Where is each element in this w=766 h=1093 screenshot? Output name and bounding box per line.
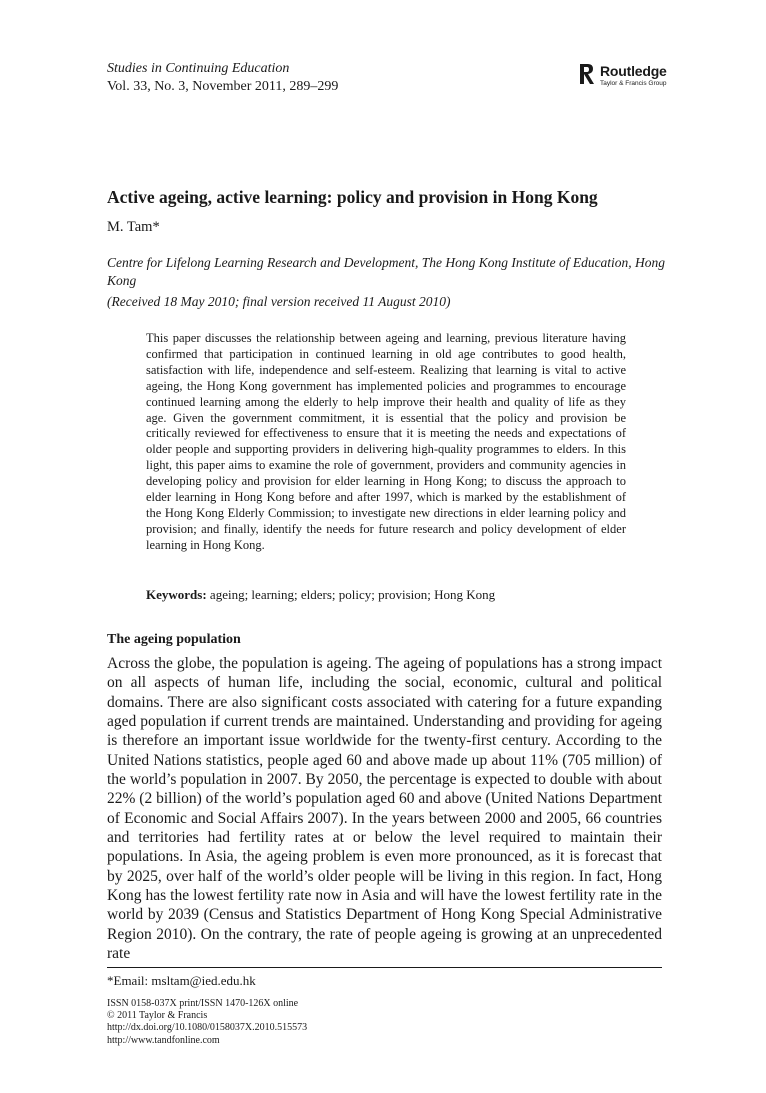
publisher-logo <box>578 62 698 92</box>
corresponding-email: *Email: msltam@ied.edu.hk <box>107 973 256 988</box>
website-link[interactable]: http://www.tandfonline.com <box>107 1034 220 1046</box>
abstract: This paper discusses the relationship between ageing and learning, previous literature having confirmed that participation in continued learning in old age contributes to good health, satisfaction with life, independence and self-esteem. Realizing that learning is vital to active ageing, the Hong Kong government has implemented policies and programmes to encourage continued learning among the elderly to help improve their health and quality of life as they age. Given the government commitment, it is essential that the policy and provision be critically reviewed for effectiveness to ensure that it is meeting the needs and expectations of older people and supporting providers in delivering high-quality programmes to elders. In this light, this paper aims to examine the role of government, providers and community agencies in developing policy and provision for elder learning in Hong Kong; to discuss the approach to elder learning in Hong Kong before and after 1997, which is marked by the establishment of the Hong Kong Elderly Commission; to investigate new directions in elder learning policy and provision; and finally, identify the needs for future research and policy development of elder learning in Hong Kong. <box>146 331 626 552</box>
publication-meta <box>107 998 307 1047</box>
keywords <box>146 587 495 603</box>
routledge-icon <box>578 62 596 86</box>
section-heading: The ageing population <box>107 632 241 647</box>
publisher-subtitle: Taylor & Francis Group <box>600 80 667 87</box>
affiliation: Centre for Lifelong Learning Research and Development, The Hong Kong Institute of Education, Hong Kong <box>107 255 666 288</box>
footnote-divider <box>107 967 662 968</box>
received-dates: (Received 18 May 2010; final version received 11 August 2010) <box>107 294 451 309</box>
doi-link[interactable]: http://dx.doi.org/10.1080/0158037X.2010.515573 <box>107 1022 308 1034</box>
running-header <box>107 60 338 96</box>
body-paragraph: Across the globe, the population is ageing. The ageing of populations has a strong impact on all aspects of human life, including the social, economic, cultural and political domains. There are also significant costs associated with catering for a future expanding aged population if current trends are maintained. Understanding and providing for ageing is therefore an important issue worldwide for the twenty-first century. According to the United Nations statistics, people aged 60 and above made up about 11% (705 million) of the world’s population in 2007. By 2050, the percentage is expected to double with about 22% (2 billion) of the world’s population aged 60 and above (United Nations Department of Economic and Social Affairs 2007). In the years between 2000 and 2005, 66 countries and territories had fertility rates at or below the level required to maintain their populations. In Asia, the ageing problem is even more pronounced, as it is forecast that by 2025, over half of the world’s older people will be living in this region. In fact, Hong Kong has the lowest fertility rate now in Asia and will have the lowest fertility rate in the world by 2039 (Census and Statistics Department of Hong Kong Special Administrative Region 2010). On the contrary, the rate of people ageing is growing at an unprecedented rate <box>107 655 662 963</box>
keywords-label: Keywords: <box>146 587 207 602</box>
keywords-list: ageing; learning; elders; policy; provision; Hong Kong <box>209 587 496 602</box>
volume-info: Vol. 33, No. 3, November 2011, 289–299 <box>107 79 339 94</box>
publisher-name: Routledge <box>600 63 667 79</box>
journal-name: Studies in Continuing Education <box>107 61 290 76</box>
article-title: Active ageing, active learning: policy and provision in Hong Kong <box>107 187 598 207</box>
copyright: © 2011 Taylor & Francis <box>107 1010 208 1022</box>
author: M. Tam* <box>107 219 160 235</box>
issn: ISSN 0158-037X print/ISSN 1470-126X online <box>107 998 299 1009</box>
